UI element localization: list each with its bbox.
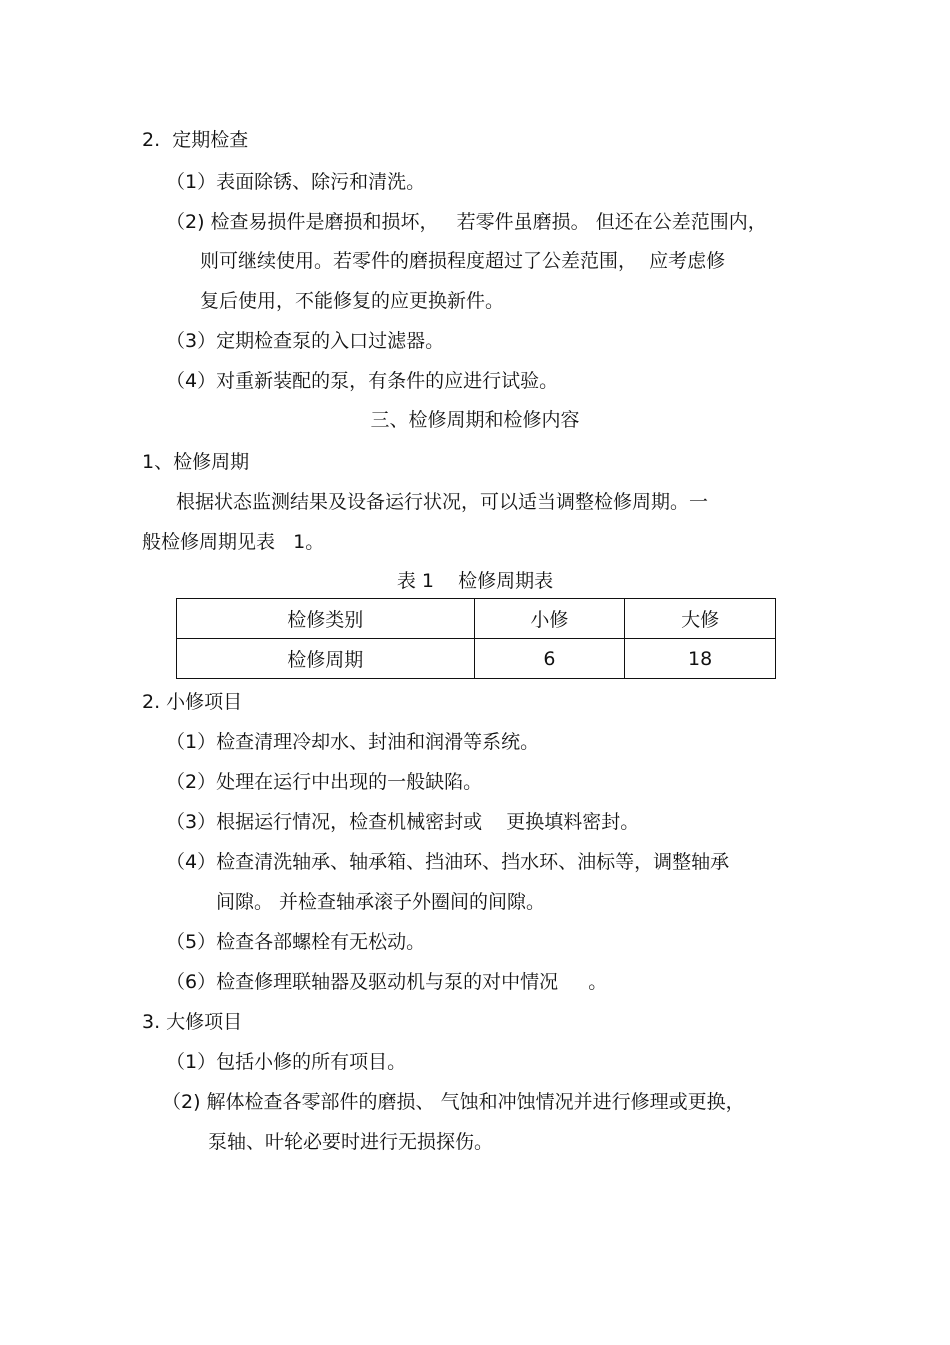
list-item: （4）检查清洗轴承、轴承箱、挡油环、挡水环、油标等，调整轴承: [166, 851, 730, 873]
list-item: （3）定期检查泵的入口过滤器。: [166, 330, 445, 352]
list-item-continuation: 间隙。 并检查轴承滚子外圈间的间隙。: [216, 891, 546, 913]
list-item: （2）处理在运行中出现的一般缺陷。: [166, 771, 483, 793]
part-3-title: 三、检修周期和检修内容: [370, 409, 580, 431]
list-item: （1）表面除锈、除污和清洗。: [166, 171, 426, 193]
list-item: （3）根据运行情况，检查机械密封或 更换填料密封。: [166, 811, 640, 833]
list-item: （4）对重新装配的泵，有条件的应进行试验。: [166, 370, 559, 392]
cycle-paragraph-continuation: 般检修周期见表 1。: [142, 531, 325, 553]
list-item: （1）检查清理冷却水、封油和润滑等系统。: [166, 731, 540, 753]
list-item-continuation: 则可继续使用。若零件的磨损程度超过了公差范围， 应考虑修: [200, 250, 726, 272]
table-cell: 检修周期: [177, 639, 475, 679]
table-cell: 18: [625, 639, 776, 679]
list-item-continuation: 泵轴、叶轮必要时进行无损探伤。: [208, 1131, 494, 1153]
list-item: （1）包括小修的所有项目。: [166, 1051, 407, 1073]
maintenance-cycle-table: [176, 598, 776, 679]
list-item: （2) 解体检查各零部件的磨损、 气蚀和冲蚀情况并进行修理或更换，: [162, 1091, 745, 1113]
section-2-heading: 2. 定期检查: [142, 129, 249, 151]
minor-repair-heading: 2. 小修项目: [142, 691, 243, 713]
list-item: （2) 检查易损件是磨损和损坏， 若零件虽磨损。 但还在公差范围内，: [166, 211, 767, 233]
table-cell: 6: [474, 639, 625, 679]
table-header-cell: 检修类别: [177, 599, 475, 639]
cycle-heading: 1、检修周期: [142, 451, 250, 473]
list-item: （6）检查修理联轴器及驱动机与泵的对中情况 。: [166, 971, 608, 993]
major-repair-heading: 3. 大修项目: [142, 1011, 243, 1033]
table-header-cell: 小修: [474, 599, 625, 639]
table-caption: 表 1 检修周期表: [396, 570, 554, 592]
cycle-paragraph: 根据状态监测结果及设备运行状况，可以适当调整检修周期。一: [176, 491, 709, 513]
table-row: [177, 639, 776, 679]
table-header-cell: 大修: [625, 599, 776, 639]
list-item-continuation: 复后使用，不能修复的应更换新件。: [200, 290, 505, 312]
list-item: （5）检查各部螺栓有无松动。: [166, 931, 426, 953]
table-header-row: [177, 599, 776, 639]
